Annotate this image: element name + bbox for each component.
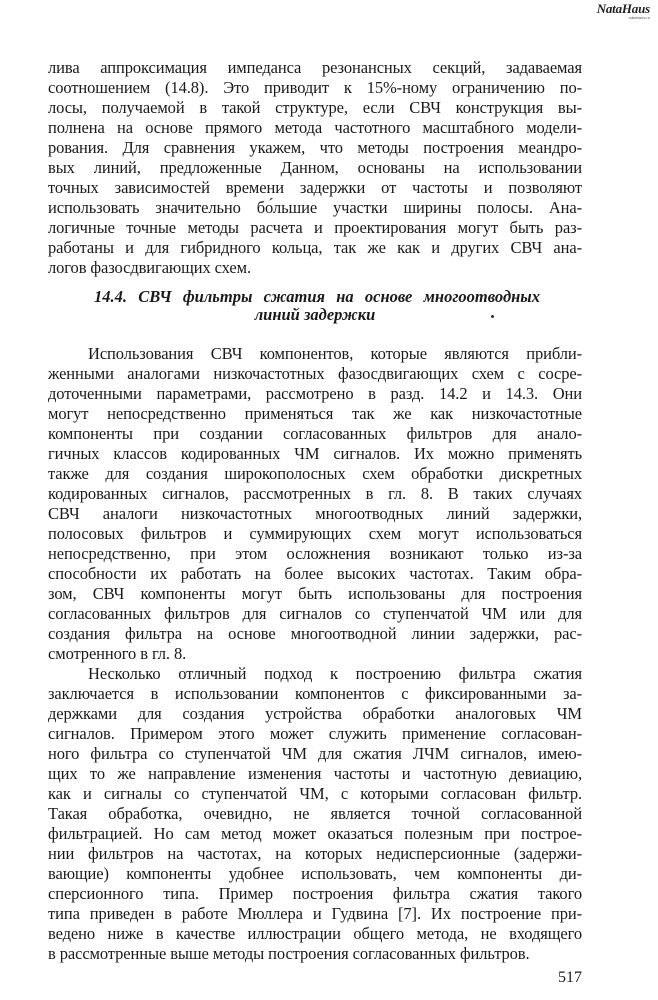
text-line: логичные точные методы расчета и проектирования могут быть раз- (48, 218, 582, 237)
text-line: ведено ниже в качестве иллюстрации общего метода, не входящего (48, 924, 582, 943)
text-line: вых линий, предложенные Данном, основаны на использовании (48, 158, 582, 177)
watermark-subtext: natahaus.ru (628, 15, 650, 20)
text-line: работаны и для гибридного кольца, так же как и других СВЧ ана- (48, 238, 582, 257)
text-line: типа приведен в работе Мюллера и Гудвина [7]. Их построение при- (48, 904, 582, 923)
page-number: 517 (558, 969, 582, 986)
text-line: способности их работать на более высоких частотах. Таким обра- (48, 564, 582, 583)
text-line: логов фазосдвигающих схем. (48, 258, 252, 277)
text-line: лосы, получаемой в такой структуре, если СВЧ конструкция вы- (48, 98, 582, 117)
text-line: полосовых фильтров и суммирующих схем могут использоваться (48, 524, 582, 543)
text-line: гичных классов кодированных ЧМ сигналов. Их можно применять (48, 444, 582, 463)
text-line: щих то же направление изменения частоты и частотную девиацию, (48, 764, 582, 783)
text-line: компоненты при создании согласованных фильтров для анало- (48, 424, 582, 443)
watermark-logo (576, 2, 650, 20)
text-line: кодированных сигналов, рассмотренных в гл. 8. В таких случаях (48, 484, 582, 503)
text-line: создания фильтра на основе многоотводной линии задержки, рас- (48, 624, 582, 643)
text-line: непосредственно, при этом осложнения возникают только из-за (48, 544, 582, 563)
text-line: женными аналогами низкочастотных фазосдвигающих схем с сосре- (48, 364, 582, 383)
text-line: доточенными параметрами, рассмотрено в разд. 14.2 и 14.3. Они (48, 384, 582, 403)
text-line: вающие) компоненты удобнее использовать, чем компоненты ди- (48, 864, 582, 883)
text-line: точных зависимостей времени задержки от частоты и позволяют (48, 178, 582, 197)
section-heading-line-2: линий задержки (254, 305, 376, 324)
text-line: полнена на основе прямого метода частотного масштабного модели- (48, 118, 582, 137)
text-line: сперсионного типа. Пример построения фильтра сжатия такого (48, 884, 582, 903)
text-line: рования. Для сравнения укажем, что методы построения меандро- (48, 138, 582, 157)
text-line: заключается в использовании компонентов с фиксированными за- (48, 684, 582, 703)
text-line: соотношением (14.8). Это приводит к 15%-ному ограничению по- (48, 78, 582, 97)
text-line: в рассмотренные выше методы построения согласованных фильтров. (48, 944, 530, 963)
section-heading-line-1: 14.4. СВЧ фильтры сжатия на основе многоотводных (94, 287, 540, 306)
text-line: нии фильтров на частотах, на которых недисперсионные (задержи- (48, 844, 582, 863)
stray-dot-mark (491, 315, 494, 318)
text-line: также для создания широкополосных схем обработки дискретных (48, 464, 582, 483)
text-line: сигналов. Примером этого может служить применение согласован- (48, 724, 582, 743)
text-line: держками для создания устройства обработки аналоговых ЧМ (48, 704, 582, 723)
text-line: смотренного в гл. 8. (48, 644, 187, 663)
text-line: согласованных фильтров для сигналов со ступенчатой ЧМ или для (48, 604, 582, 623)
text-line: Несколько отличный подход к построению фильтра сжатия (88, 664, 582, 683)
text-line: зом, СВЧ компоненты могут быть использованы для построения (48, 584, 582, 603)
text-line: Такая обработка, очевидно, не является точной согласованной (48, 804, 582, 823)
text-line: могут непосредственно применяться так же как низкочастотные (48, 404, 582, 423)
text-line: Использования СВЧ компонентов, которые являются прибли- (88, 344, 582, 363)
text-line: использовать значительно бо́льшие участки ширины полосы. Ана- (48, 198, 582, 217)
text-line: как и сигналы со ступенчатой ЧМ, с которыми согласован фильтр. (48, 784, 582, 803)
text-line: СВЧ аналоги низкочастотных многоотводных линий задержки, (48, 504, 582, 523)
watermark-logo-text: NataHaus (596, 1, 650, 16)
text-line: фильтрацией. Но сам метод может оказаться полезным при построе- (48, 824, 582, 843)
text-line: лива аппроксимация импеданса резонансных секций, задаваемая (48, 58, 582, 77)
text-line: ного фильтра со ступенчатой ЧМ для сжатия ЛЧМ сигналов, имею- (48, 744, 582, 763)
